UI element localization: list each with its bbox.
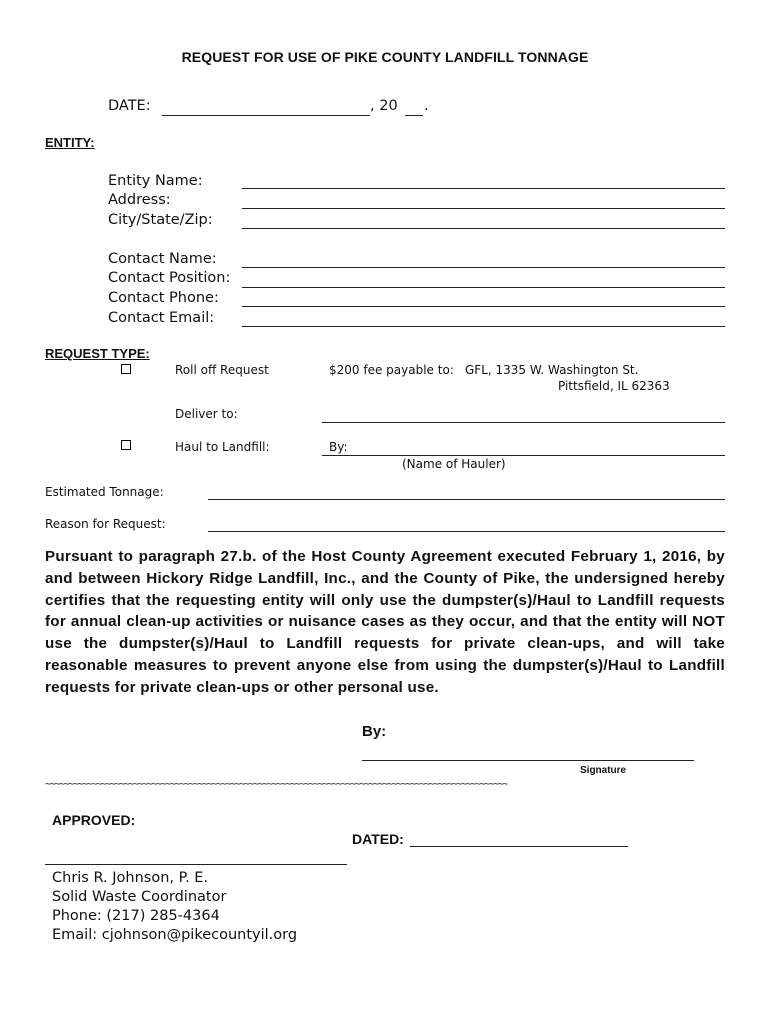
estimated-tonnage-field[interactable] [208, 499, 725, 500]
address-label: Address: [108, 192, 171, 208]
signature-caption: Signature [580, 765, 627, 776]
coordinator-name: Chris R. Johnson, P. E. [52, 870, 209, 886]
haul-to-landfill-checkbox[interactable] [121, 440, 131, 450]
contact-phone-label: Contact Phone: [108, 290, 219, 306]
contact-name-label: Contact Name: [108, 251, 217, 267]
approver-signature-line[interactable] [45, 864, 347, 865]
contact-phone-field[interactable] [242, 306, 725, 307]
approved-label: APPROVED: [52, 812, 136, 828]
contact-position-field[interactable] [242, 287, 725, 288]
date-field[interactable] [162, 115, 370, 116]
request-type-heading: REQUEST TYPE: [45, 346, 150, 361]
coordinator-phone: Phone: (217) 285-4364 [52, 908, 220, 924]
date-year-suffix: . [424, 98, 429, 114]
hauler-by-label: By: [329, 440, 348, 454]
fee-text: $200 fee payable to: [329, 363, 454, 377]
roll-off-checkbox[interactable] [121, 364, 131, 374]
coordinator-email: Email: cjohnson@pikecountyil.org [52, 927, 298, 943]
date-year-prefix: , 20 [370, 98, 398, 114]
contact-email-label: Contact Email: [108, 310, 215, 326]
estimated-tonnage-label: Estimated Tonnage: [45, 485, 164, 499]
certification-paragraph: Pursuant to paragraph 27.b. of the Host County Agreement executed February 1, 2016, by and between Hickory Ridge Landfill, Inc., and the County of Pike, the undersigned hereby certifies that the requesting entity will only use the dumpster(s)/Haul to Landfill requests for annual clean-up activities or nuisance cases as they occur, and that the entity will NOT use the dumpster(s)/Haul to Landfill requests for private clean-ups, and will take reasonable measures to prevent anyone else from using the dumpster(s)/Haul to Landfill requests for private clean-ups or other personal use. [45, 548, 725, 696]
date-year-field[interactable] [405, 115, 423, 116]
coordinator-role: Solid Waste Coordinator [52, 889, 227, 905]
reason-field[interactable] [208, 531, 725, 532]
dated-field[interactable] [410, 846, 628, 847]
date-label: DATE: [108, 98, 151, 114]
hauler-name-field[interactable] [322, 455, 725, 456]
contact-position-label: Contact Position: [108, 270, 231, 286]
hauler-caption: (Name of Hauler) [402, 457, 506, 471]
signature-field[interactable] [362, 760, 694, 761]
reason-label: Reason for Request: [45, 517, 166, 531]
city-state-zip-label: City/State/Zip: [108, 212, 213, 228]
city-state-zip-field[interactable] [242, 228, 725, 229]
payee-address-line2: Pittsfield, IL 62363 [558, 379, 670, 393]
entity-heading: ENTITY: [45, 135, 95, 150]
entity-name-label: Entity Name: [108, 173, 203, 189]
deliver-to-label: Deliver to: [175, 407, 238, 421]
deliver-to-field[interactable] [322, 422, 725, 423]
signature-by-label: By: [362, 723, 387, 740]
payee-address-line1: GFL, 1335 W. Washington St. [465, 363, 639, 377]
dated-label: DATED: [352, 831, 404, 847]
roll-off-label: Roll off Request [175, 363, 269, 377]
separator-line: ~~~~~~~~~~~~~~~~~~~~~~~~~~~~~~~~~~~~~~~~~~~~~~~~~~~~~~~~~~~~~~~~~~~~~~~~~~~~~~~~~~~~~~~~~~~~~~~~~~~~ [45, 779, 508, 790]
contact-name-field[interactable] [242, 267, 725, 268]
entity-name-field[interactable] [242, 188, 725, 189]
address-field[interactable] [242, 208, 725, 209]
haul-to-landfill-label: Haul to Landfill: [175, 440, 270, 454]
contact-email-field[interactable] [242, 326, 725, 327]
form-title: REQUEST FOR USE OF PIKE COUNTY LANDFILL TONNAGE [181, 49, 589, 65]
